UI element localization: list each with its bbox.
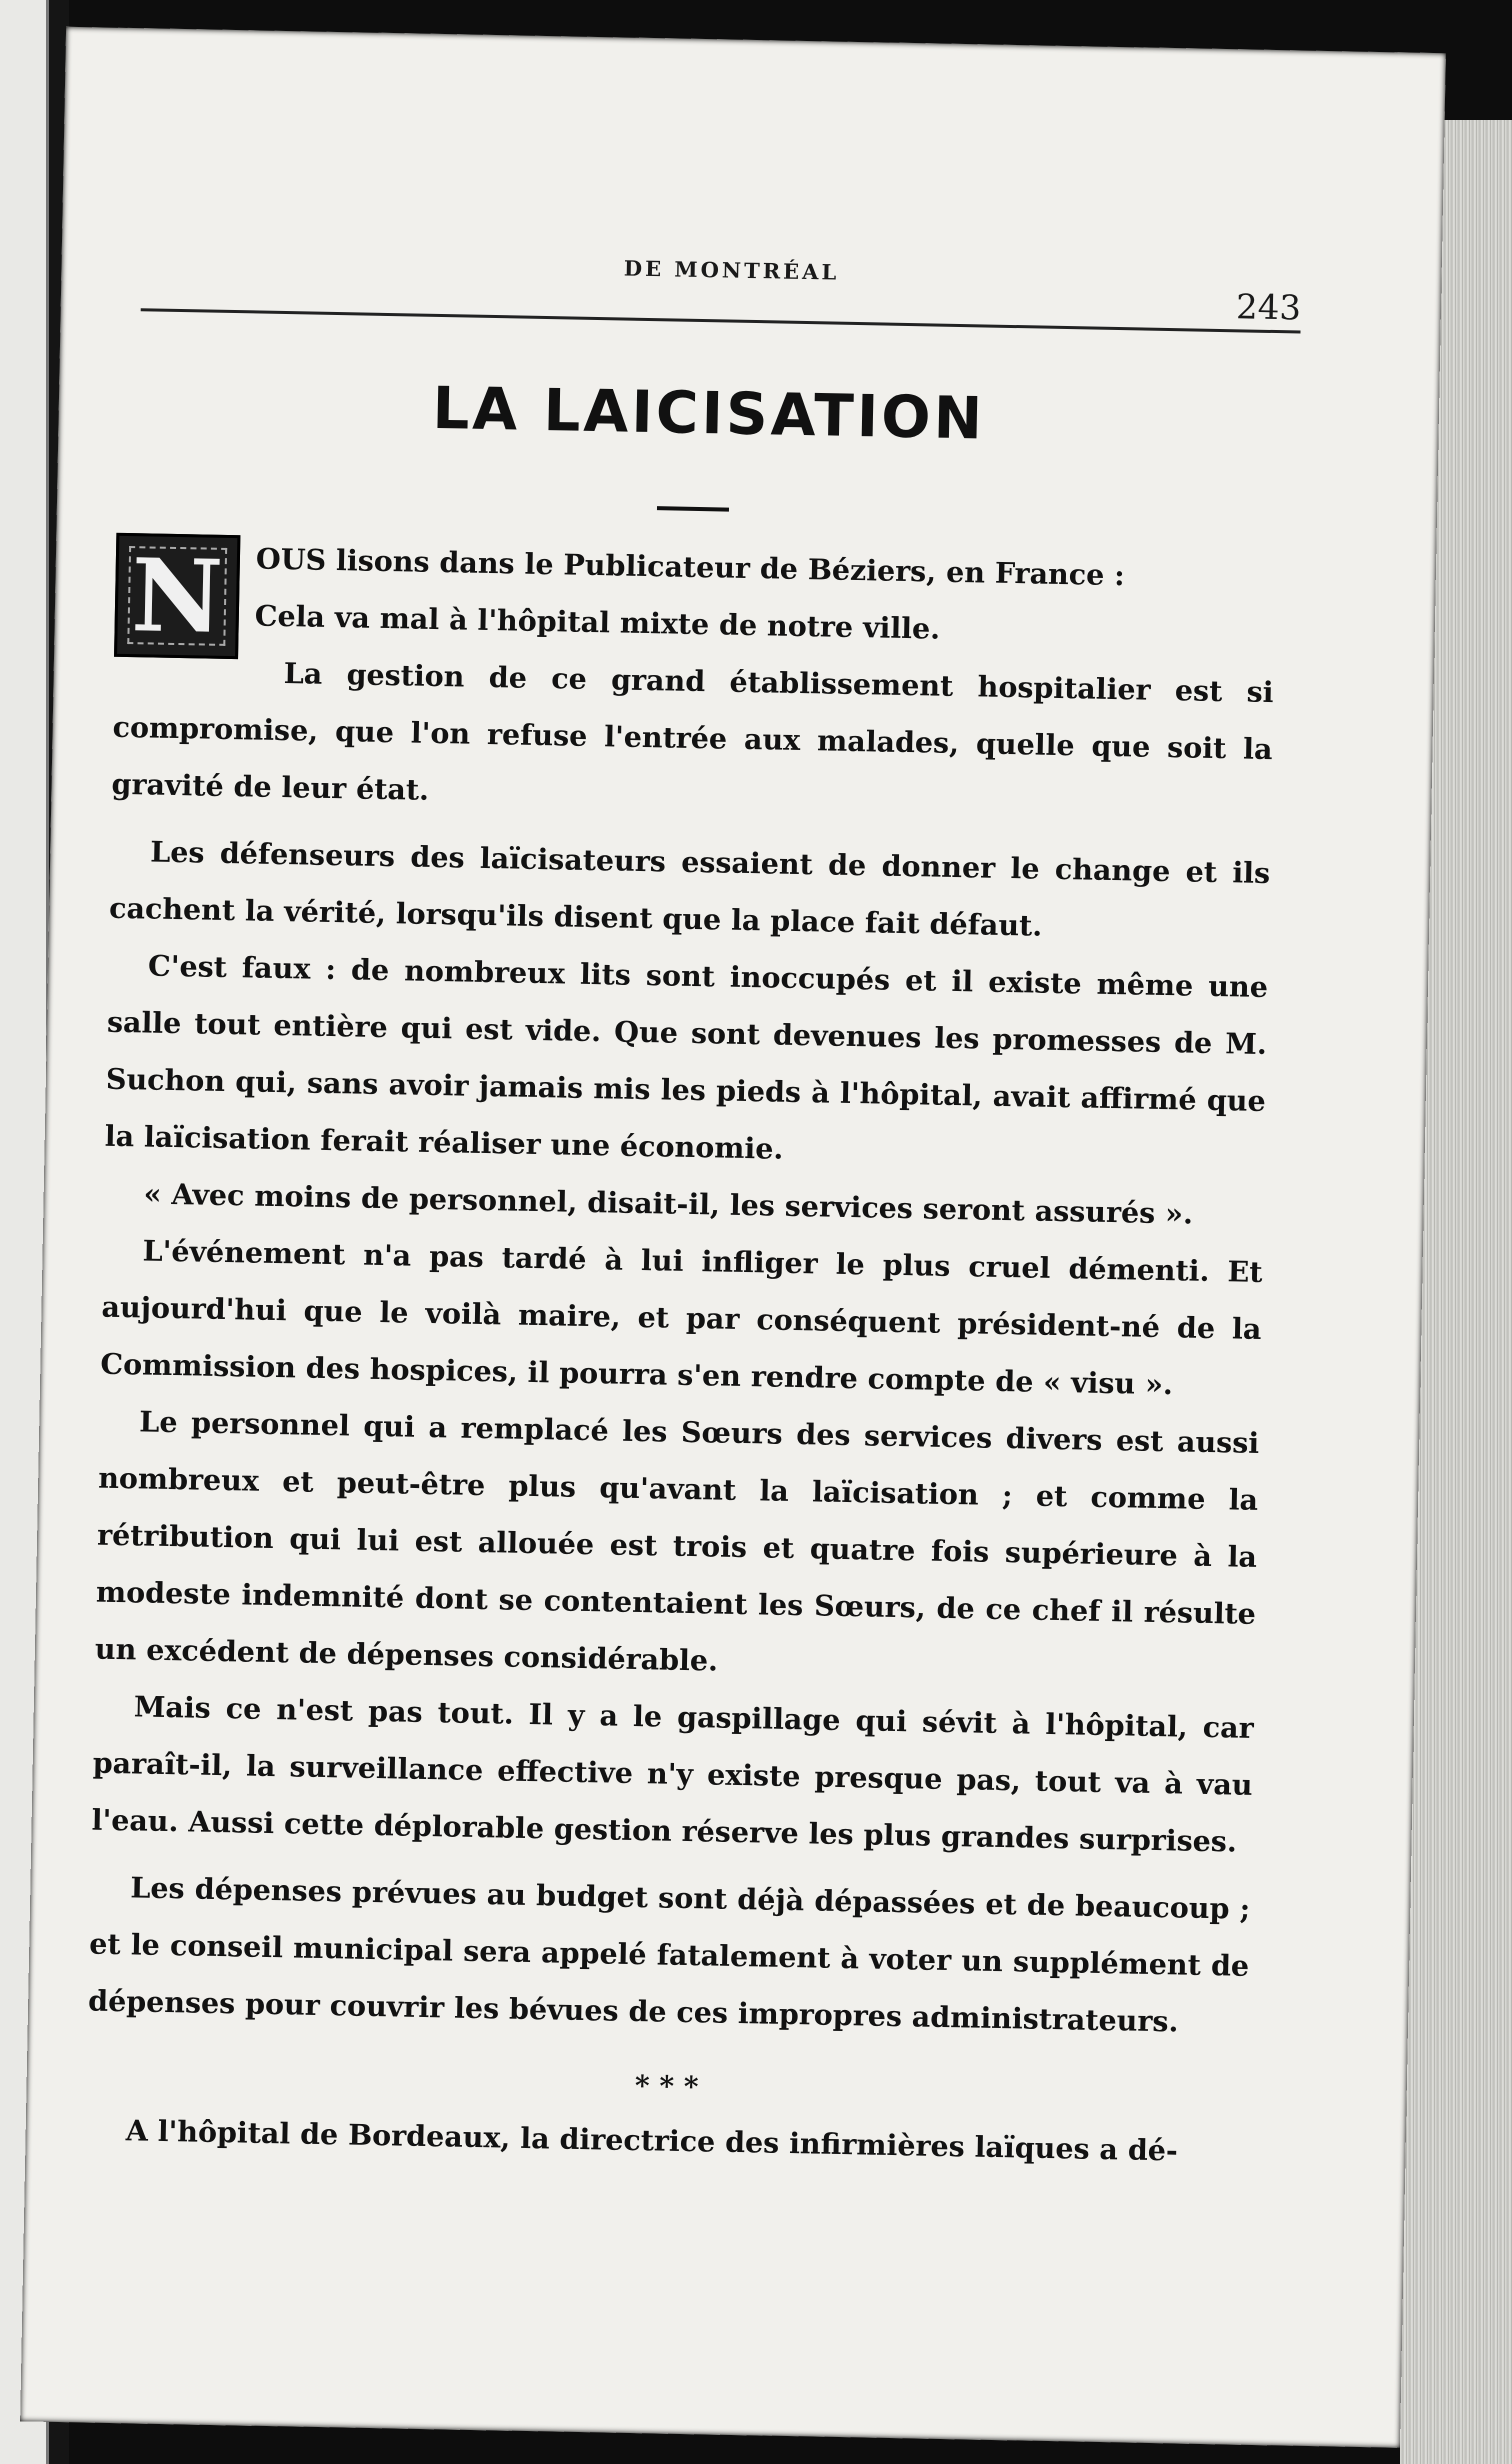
paragraph-8: Le personnel qui a remplacé les Sœurs des services divers est aussi nombreux et peut-être plus qu'avant la laïcisation ; et comme la rétribution qui lui est allouée est trois et quatre fois supérieure à la modeste indemnité dont se contentaient les Sœurs, de ce chef il résulte un excédent de dépenses considérable. — [94, 1404, 1260, 1678]
paragraph-11: A l'hôpital de Bordeaux, la directrice des infirmières laïques a dé- — [125, 2113, 1179, 2168]
header-rule — [141, 308, 1301, 333]
section-separator: * * * — [634, 2069, 699, 2104]
paragraph-3: La gestion de ce grand établissement hospitalier est si compromise, que l'on refuse l'entrée aux malades, quelle que soit la gravité de leur état. — [111, 656, 1274, 807]
chapter-title: LA LAICISATION — [431, 373, 986, 453]
paragraph-9: Mais ce n'est pas tout. Il y a le gaspillage qui sévit à l'hôpital, car paraît-il, la surveillance effective n'y existe presque pas, tout va à vau l'eau. Aussi cette déplorable gestion réserve les plus grandes surprises. — [91, 1689, 1255, 1859]
paragraph-1: OUS lisons dans le Publicateur de Béziers, en France : — [255, 541, 1126, 593]
page-number: 243 — [1235, 287, 1302, 329]
book-page — [20, 27, 1446, 2448]
dropcap-letter: N — [130, 536, 225, 656]
title-dash — [657, 506, 729, 511]
paragraph-5: C'est faux : de nombreux lits sont inoccupés et il existe même une salle tout entière qui est vide. Que sont devenues les promesses de M. Suchon qui, sans avoir jamais mis les pieds à l'hôpital, avait affirmé que la laïcisation ferait réaliser une économie. — [104, 948, 1269, 1166]
body-text — [85, 528, 1276, 2181]
running-title: DE MONTRÉAL — [623, 255, 840, 285]
paragraph-4: Les défenseurs des laïcisateurs essaient de donner le change et ils cachent la vérité, lorsqu'ils disent que la place fait défaut. — [108, 834, 1271, 943]
paragraph-2: Cela va mal à l'hôpital mixte de notre ville. — [254, 598, 941, 646]
paragraph-7: L'événement n'a pas tardé à lui infliger le plus cruel démenti. Et aujourd'hui que le voilà maire, et par conséquent président-né de la Commission des hospices, il pourra s'en rendre compte de « visu ». — [100, 1233, 1263, 1402]
paragraph-10: Les dépenses prévues au budget sont déjà dépassées et de beaucoup ; et le conseil municipal sera appelé fatalement à voter un supplément de dépenses pour couvrir les bévues de ces impropres administrateurs. — [87, 1870, 1251, 2039]
paragraph-6: « Avec moins de personnel, disait-il, les services seront assurés ». — [143, 1176, 1194, 1231]
